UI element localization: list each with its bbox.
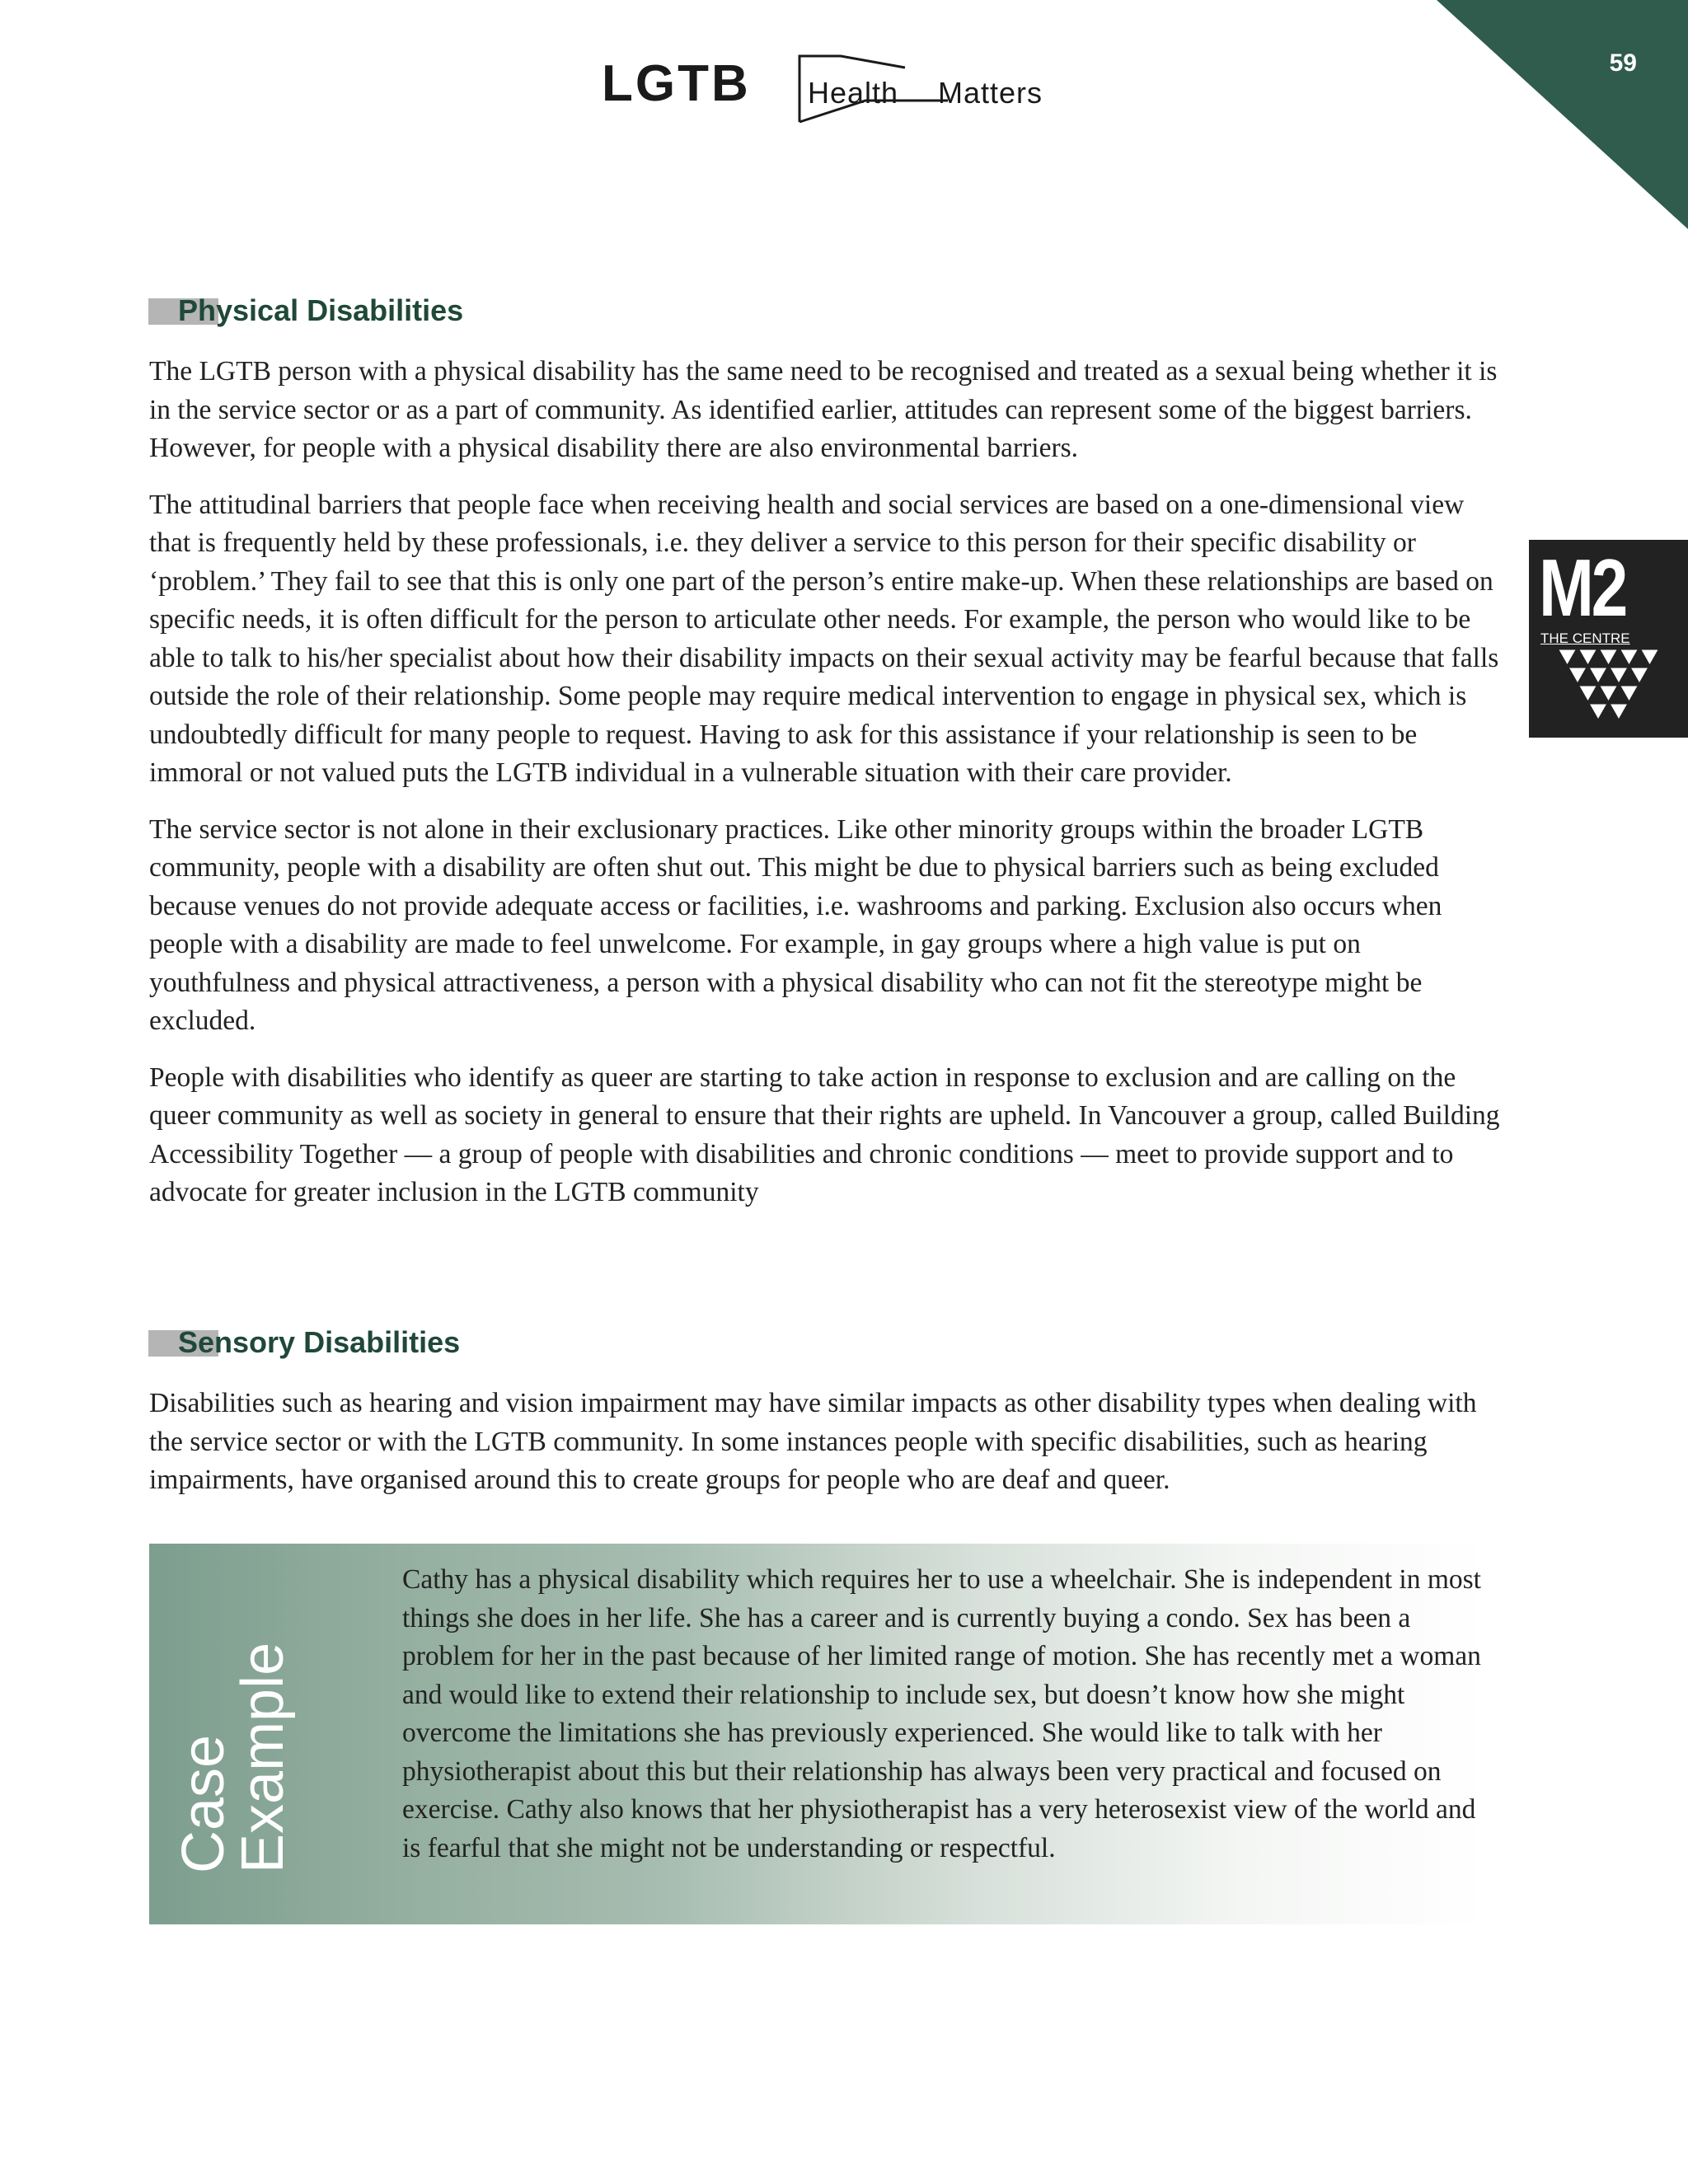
section-heading-text: Sensory Disabilities	[178, 1325, 461, 1359]
organisation-name: THE CENTRE	[1540, 630, 1630, 646]
logo-health-text: Health	[808, 76, 899, 110]
case-example-box	[149, 1544, 1484, 1924]
publication-logo	[602, 51, 1113, 129]
module-tab	[1529, 540, 1688, 738]
paragraph: The attitudinal barriers that people face when receiving health and social services are based on a one-dimensional view that is frequently held by these professionals, i.e. they deliver a service to this person for their specific disability or ‘problem.’ They fail to see that this is only one part of the person’s entire make-up. When these relationships are based on specific needs, it is often difficult for the person to articulate other needs. For example, the person who would like to be able to talk to his/her specialist about how their disability impacts on their sexual activity may be fearful because that falls outside the role of their relationship. Some people may require medical intervention to engage in physical sex, which is undoubtedly difficult for many people to request. Having to ask for this assistance if your relationship is seen to be immoral or not valued puts the LGTB individual in a vulnerable situation with their care provider.	[149, 489, 1499, 788]
triangle-logo-icon	[1557, 649, 1660, 731]
paragraph: Disabilities such as hearing and vision impairment may have similar impacts as other disability types when dealing with the service sector or with the LGTB community. In some instances people with specific disabilities, such as hearing impairments, have organised around this to create groups for people who are deaf and queer.	[149, 1388, 1477, 1495]
module-code: M2	[1539, 542, 1626, 633]
case-example-text: Cathy has a physical disability which requires her to use a wheelchair. She is independent in most things she does in her life. She has a career and is currently buying a condo. Sex has been a problem for her in the past because of her limited range of motion. She has recently met a woman and would like to extend their relationship to include sex, but doesn’t know how she might overcome the limitations she has previously experienced. She would like to talk with her physiotherapist about this but their relationship has always been very practical and focused on exercise. Cathy also knows that her physiotherapist has a very heterosexist view of the world and is fearful that she might not be understanding or respectful.	[402, 1564, 1481, 1863]
paragraph: The service sector is not alone in their exclusionary practices. Like other minority groups within the broader LGTB community, people with a disability are often shut out. This might be due to physical barriers such as being excluded because venues do not provide adequate access or facilities, i.e. washrooms and parking. Exclusion also occurs when people with a disability are made to feel unwelcome. For example, in gay groups where a high value is put on youthfulness and physical attractiveness, a person with a physical disability who can not fit the stereotype might be excluded.	[149, 813, 1442, 1036]
paragraph: People with disabilities who identify as queer are starting to take action in response to exclusion and are calling on the queer community as well as society in general to ensure that their rights are upheld. In Vancouver a group, called Building Accessibility Together — a group of people with disabilities and chronic conditions — meet to provide support and to advocate for greater inclusion in the LGTB community	[149, 1062, 1500, 1207]
page-number: 59	[1609, 49, 1637, 77]
physical-disabilities-body	[149, 353, 1501, 1230]
paragraph: The LGTB person with a physical disability has the same need to be recognised and treated as a sexual being whether it is in the service sector or as a part of community. As identified earlier, attitudes can represent some of the biggest barriers. However, for people with a physical disability there are also environmental barriers.	[149, 356, 1498, 463]
section-heading-physical	[148, 293, 464, 327]
section-heading-text: Physical Disabilities	[178, 293, 464, 327]
section-heading-sensory	[148, 1325, 461, 1359]
logo-lgtb-text: LGTB	[602, 55, 751, 112]
case-example-label	[171, 1642, 296, 1873]
logo-matters-text: Matters	[938, 76, 1043, 110]
case-label-line: Case	[171, 1734, 237, 1873]
corner-decoration	[1437, 0, 1688, 229]
sensory-disabilities-body	[149, 1385, 1501, 1518]
case-label-line: Example	[230, 1642, 296, 1873]
